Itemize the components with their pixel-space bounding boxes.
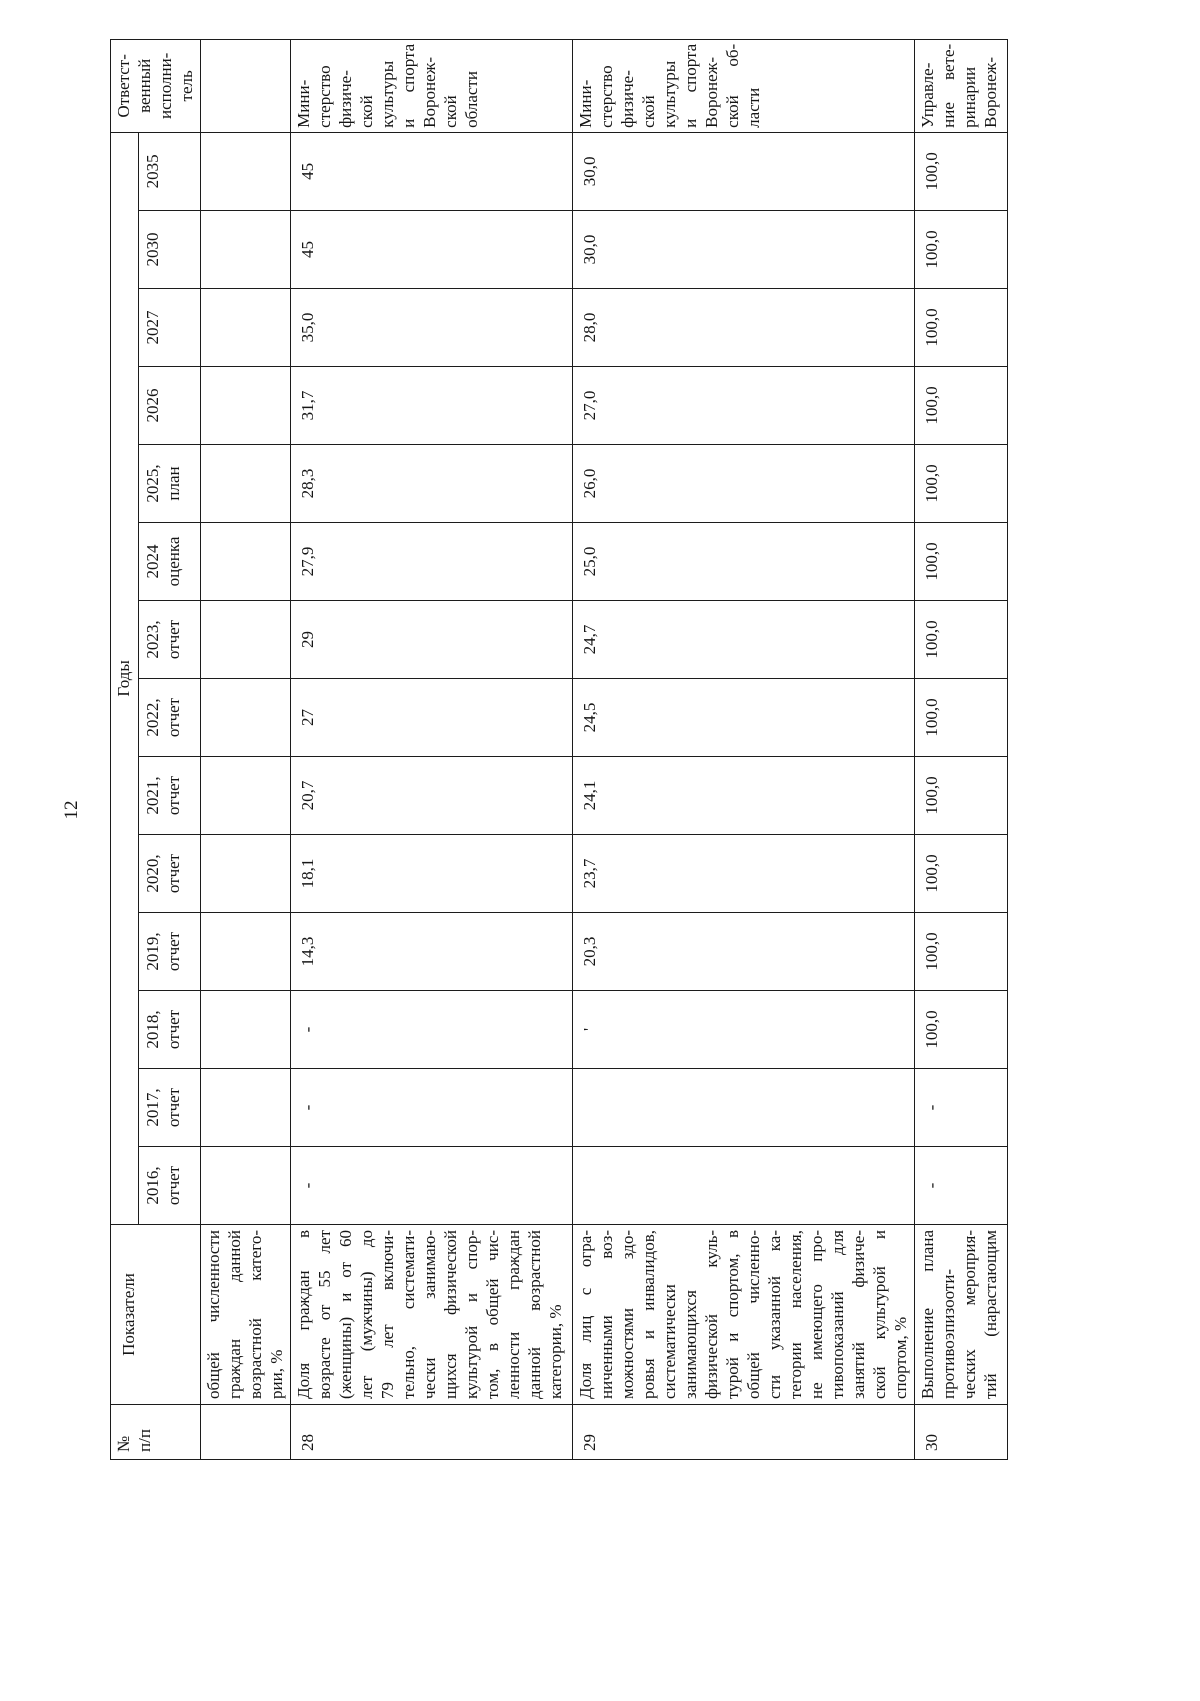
value-cell (201, 211, 291, 289)
value-cell (201, 445, 291, 523)
indicator-text-line: Доля лиц с огра- (576, 1230, 595, 1399)
header-year-label-line: 2018, (143, 1010, 162, 1049)
header-year-label-line: 2035 (143, 154, 162, 189)
rotated-table-sheet (61, 40, 1007, 1460)
value-cell (291, 757, 573, 835)
indicator-value: - (298, 1182, 317, 1189)
header-year-label-line: 2016, (143, 1166, 162, 1205)
header-year-2016 (139, 1147, 201, 1225)
header-year-2030 (139, 211, 201, 289)
value-cell (915, 601, 1008, 679)
value-cell (573, 289, 915, 367)
value-cell (915, 523, 1008, 601)
value-cell (573, 991, 915, 1069)
header-year-label-line: отчет (164, 697, 183, 738)
value-cell (573, 1147, 915, 1225)
responsible-cell (201, 39, 291, 132)
header-years-group (111, 132, 139, 1224)
header-responsible-label-line: венный (135, 58, 154, 113)
header-year-2035 (139, 132, 201, 210)
header-year-label-line: 2030 (143, 232, 162, 267)
indicator-text-line: тивопоказаний для (828, 1230, 847, 1399)
indicator-value: ' (580, 1027, 599, 1032)
row-number-cell (573, 1405, 915, 1460)
value-cell (573, 132, 915, 210)
header-year-label-line: отчет (164, 1165, 183, 1206)
table-row-28 (291, 39, 573, 1459)
value-cell (201, 523, 291, 601)
header-year-label-line: план (164, 466, 183, 501)
indicator-value: 100,0 (922, 308, 941, 347)
value-cell (573, 757, 915, 835)
header-year-2017 (139, 1069, 201, 1147)
responsible-text-line: Воронеж- (981, 56, 1000, 128)
value-cell (291, 835, 573, 913)
indicator-text-line: общей численности (204, 1230, 223, 1399)
header-year-2020 (139, 835, 201, 913)
row-number: 28 (298, 1434, 317, 1451)
value-cell (291, 523, 573, 601)
value-cell (291, 991, 573, 1069)
header-year-label-line: 2024 (143, 544, 162, 579)
value-cell (201, 1147, 291, 1225)
indicator-text-line: противоэпизооти- (939, 1268, 958, 1399)
value-cell (291, 913, 573, 991)
header-year-label-line: 2019, (143, 932, 162, 971)
header-number-label-line: № (114, 1435, 133, 1452)
header-year-label-line: отчет (164, 619, 183, 660)
indicator-value: 27,0 (580, 390, 599, 421)
header-year-label-line: отчет (164, 1087, 183, 1128)
table-body (201, 39, 1008, 1459)
indicator-value: - (298, 1104, 317, 1111)
indicator-value: 100,0 (922, 854, 941, 893)
indicator-text-line: не имеющего про- (807, 1230, 826, 1399)
value-cell (291, 211, 573, 289)
header-row-top (111, 39, 139, 1459)
indicator-value: 100,0 (922, 230, 941, 269)
value-cell (201, 679, 291, 757)
responsible-text-line: ской об- (723, 43, 742, 128)
header-year-label-line: 2026 (143, 388, 162, 423)
header-year-label-line: 2020, (143, 854, 162, 893)
header-number (111, 1405, 201, 1460)
header-indicator (111, 1225, 201, 1405)
indicator-value: 100,0 (922, 620, 941, 659)
header-year-2025 (139, 445, 201, 523)
value-cell (573, 835, 915, 913)
indicator-value: 25,0 (580, 546, 599, 577)
responsible-cell (915, 39, 1008, 132)
responsible-text-line: культуры (378, 60, 397, 128)
indicator-text-line: тегории населения, (786, 1230, 805, 1399)
indicator-text-line: ниченными воз- (597, 1230, 616, 1399)
indicator-value: 20,3 (580, 936, 599, 967)
indicator-value: 24,5 (580, 702, 599, 733)
header-year-label-line: 2021, (143, 776, 162, 815)
indicator-value: - (922, 1104, 941, 1111)
value-cell (201, 913, 291, 991)
header-year-2027 (139, 289, 201, 367)
indicator-text-line: лет (мужчины) до (357, 1230, 376, 1399)
header-year-2024 (139, 523, 201, 601)
value-cell (291, 132, 573, 210)
indicator-value: - (298, 1026, 317, 1033)
header-year-2019 (139, 913, 201, 991)
indicator-cell (291, 1225, 573, 1405)
value-cell (915, 367, 1008, 445)
indicator-text-line: чески занимаю- (420, 1230, 439, 1399)
indicator-value: 28,3 (298, 468, 317, 499)
indicator-text-line: физической куль- (702, 1230, 721, 1399)
value-cell (915, 289, 1008, 367)
responsible-text-line: ние вете- (939, 43, 958, 128)
value-cell (201, 132, 291, 210)
value-cell (573, 679, 915, 757)
indicator-value: 27 (298, 709, 317, 726)
indicator-text-line: ровья и инвалидов, (639, 1230, 658, 1399)
indicator-cell (201, 1225, 291, 1405)
indicator-text-line: ческих мероприя- (960, 1230, 979, 1399)
indicator-value: 14,3 (298, 936, 317, 967)
table-row-30 (915, 39, 1008, 1459)
value-cell (573, 367, 915, 445)
header-year-2021 (139, 757, 201, 835)
header-year-2018 (139, 991, 201, 1069)
indicator-value: 100,0 (922, 386, 941, 425)
responsible-text-line: ринарии (960, 66, 979, 128)
indicator-value: 27,9 (298, 546, 317, 577)
indicator-value: 35,0 (298, 312, 317, 343)
indicator-value: 23,7 (580, 858, 599, 889)
indicator-value: 45 (298, 241, 317, 258)
responsible-text-line: Воронеж- (420, 56, 439, 128)
indicator-value: 18,1 (298, 858, 317, 889)
indicator-text-line: тий (нарастающим (981, 1230, 1000, 1399)
indicator-text-line: щихся физической (441, 1230, 460, 1399)
indicator-text-line: категории, % (546, 1304, 565, 1399)
indicator-text-line: том, в общей чис- (483, 1230, 502, 1399)
value-cell (573, 211, 915, 289)
indicator-value: 24,1 (580, 780, 599, 811)
value-cell (915, 1069, 1008, 1147)
indicator-value: 45 (298, 162, 317, 180)
header-year-label-line: 2017, (143, 1088, 162, 1127)
table-row-29 (573, 39, 915, 1459)
value-cell (915, 913, 1008, 991)
header-responsible-label-line: тель (177, 70, 196, 102)
indicator-text-line: данной возрастной (525, 1230, 544, 1399)
value-cell (291, 679, 573, 757)
value-cell (573, 601, 915, 679)
value-cell (201, 601, 291, 679)
table-row-continuation (201, 39, 291, 1459)
header-number-label-line: п/п (135, 1429, 154, 1452)
indicator-text-line: тельно, системати- (399, 1230, 418, 1399)
value-cell (915, 211, 1008, 289)
header-year-2022 (139, 679, 201, 757)
value-cell (291, 1147, 573, 1225)
responsible-text-line: и спорта (399, 43, 418, 128)
header-year-label-line: отчет (164, 853, 183, 894)
header-year-2026 (139, 367, 201, 445)
row-number-cell (291, 1405, 573, 1460)
value-cell (573, 1069, 915, 1147)
value-cell (201, 757, 291, 835)
value-cell (573, 523, 915, 601)
indicator-text-line: ленности граждан (504, 1230, 523, 1399)
value-cell (915, 991, 1008, 1069)
indicator-text-line: (женщины) и от 60 (336, 1230, 355, 1399)
responsible-text-line: Мини- (294, 79, 313, 128)
value-cell (201, 289, 291, 367)
value-cell (291, 601, 573, 679)
indicator-text-line: 79 лет включи- (378, 1230, 397, 1399)
responsible-cell (291, 39, 573, 132)
indicator-value: 28,0 (580, 312, 599, 343)
responsible-text-line: физиче- (618, 70, 637, 128)
indicator-value: 20,7 (298, 780, 317, 811)
indicator-text-line: рии, % (267, 1349, 286, 1399)
responsible-text-line: Воронеж- (702, 56, 721, 128)
row-number: 30 (922, 1434, 941, 1451)
responsible-text-line: ской (441, 95, 460, 128)
indicator-text-line: ской культурой и (870, 1230, 889, 1399)
header-year-label-line: 2025, (143, 464, 162, 503)
value-cell (291, 1069, 573, 1147)
header-year-label-line: 2022, (143, 698, 162, 737)
responsible-cell (573, 39, 915, 132)
row-number-cell (201, 1405, 291, 1460)
indicator-value: 100,0 (922, 698, 941, 737)
indicator-cell (573, 1225, 915, 1405)
indicator-text-line: Выполнение плана (918, 1230, 937, 1399)
indicator-value: 31,7 (298, 390, 317, 421)
header-year-label-line: оценка (164, 536, 183, 587)
indicator-text-line: культурой и спор- (462, 1230, 481, 1399)
indicator-text-line: граждан данной (225, 1230, 244, 1399)
indicator-text-line: можностями здо- (618, 1230, 637, 1399)
header-indicator-label: Показатели (119, 1273, 138, 1356)
indicator-value: 100,0 (922, 1010, 941, 1049)
responsible-text-line: ской (357, 95, 376, 128)
value-cell (201, 367, 291, 445)
indicator-text-line: общей численно- (744, 1230, 763, 1399)
row-number-cell (915, 1405, 1008, 1460)
header-year-2023 (139, 601, 201, 679)
responsible-text-line: Управле- (918, 62, 937, 128)
value-cell (201, 835, 291, 913)
indicator-value: - (922, 1182, 941, 1189)
indicator-value: 100,0 (922, 464, 941, 503)
responsible-text-line: ской (639, 95, 658, 128)
indicator-value: 26,0 (580, 468, 599, 499)
header-year-label-line: отчет (164, 931, 183, 972)
value-cell (573, 913, 915, 991)
value-cell (573, 445, 915, 523)
responsible-text-line: ласти (744, 87, 763, 128)
row-number: 29 (580, 1434, 599, 1451)
responsible-text-line: культуры (660, 60, 679, 128)
indicator-text-line: систематически (660, 1284, 679, 1399)
page-number: 12 (61, 800, 82, 820)
indicator-value: 24,7 (580, 624, 599, 655)
header-year-label-line: 2027 (143, 310, 162, 345)
header-year-label-line: отчет (164, 775, 183, 816)
value-cell (915, 132, 1008, 210)
indicator-text-line: Доля граждан в (294, 1230, 313, 1399)
table-header (111, 39, 201, 1459)
value-cell (915, 679, 1008, 757)
indicator-cell (915, 1225, 1008, 1405)
responsible-text-line: Мини- (576, 79, 595, 128)
responsible-text-line: и спорта (681, 43, 700, 128)
indicator-text-line: турой и спортом, в (723, 1230, 742, 1399)
responsible-text-line: стерство (315, 65, 334, 128)
value-cell (915, 445, 1008, 523)
value-cell (915, 757, 1008, 835)
indicators-table (110, 39, 1008, 1460)
responsible-text-line: области (462, 71, 481, 128)
indicator-value: 30,0 (580, 234, 599, 265)
indicator-text-line: занятий физиче- (849, 1230, 868, 1399)
header-responsible (111, 39, 201, 132)
indicator-value: 100,0 (922, 932, 941, 971)
header-year-label-line: отчет (164, 1009, 183, 1050)
indicator-text-line: возрасте от 55 лет (315, 1230, 334, 1399)
value-cell (915, 835, 1008, 913)
header-responsible-label-line: исполни- (156, 52, 175, 120)
value-cell (915, 1147, 1008, 1225)
header-year-label-line: 2023, (143, 620, 162, 659)
indicator-text-line: возрастной катего- (246, 1230, 265, 1399)
header-years-label: Годы (114, 660, 133, 697)
indicator-value: 29 (298, 631, 317, 648)
responsible-text-line: физиче- (336, 70, 355, 128)
indicator-value: 100,0 (922, 542, 941, 581)
indicator-text-line: занимающихся (681, 1290, 700, 1399)
value-cell (291, 367, 573, 445)
header-responsible-label-line: Ответст- (114, 54, 133, 118)
value-cell (291, 289, 573, 367)
indicator-value: 100,0 (922, 152, 941, 191)
indicator-value: 100,0 (922, 776, 941, 815)
indicator-text-line: сти указанной ка- (765, 1230, 784, 1399)
responsible-text-line: стерство (597, 65, 616, 128)
value-cell (201, 1069, 291, 1147)
indicator-text-line: спортом, % (891, 1316, 910, 1399)
value-cell (201, 991, 291, 1069)
value-cell (291, 445, 573, 523)
indicator-value: 30,0 (580, 156, 599, 187)
